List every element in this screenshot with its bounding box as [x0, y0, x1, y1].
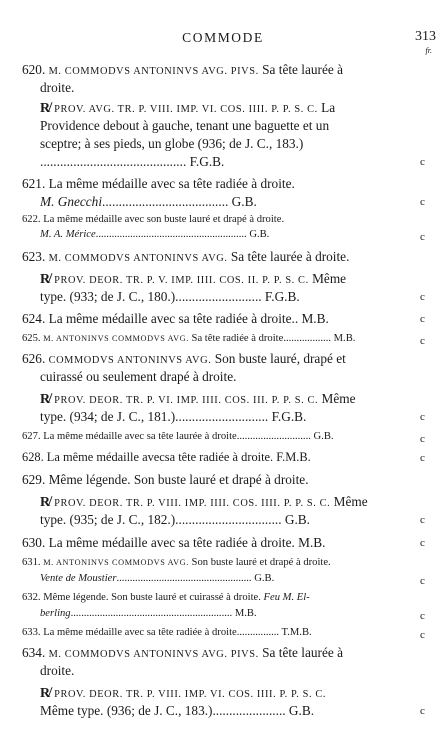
rarity-mark: c: [420, 537, 425, 549]
entry-line: [22, 214, 284, 225]
entry-line: [40, 154, 224, 170]
page-number: 313: [415, 29, 436, 44]
entry-line: [22, 472, 309, 488]
legend-text: PROV. DEOR. TR. P. VI. IMP. IIII. COS. III. P. P. S. C.: [54, 395, 319, 406]
provenance-text: M. Gnecchi: [40, 194, 103, 209]
entry-line: [40, 573, 274, 584]
entry-line: [40, 663, 74, 679]
legend-text: PROV. DEOR. TR. P. VIII. IMP. VI. COS. IIII. P. P. S. C.: [54, 689, 327, 700]
entry-text: type. (933; de J. C., 180.).......................... F.G.B.: [40, 289, 300, 304]
entry-line: [40, 608, 257, 619]
legend-text: M. COMMODVS ANTONINVS AVG.: [48, 253, 228, 264]
entry-text: ...................................... G.B.: [102, 194, 257, 209]
entry-text: 624. La même médaille avec sa tête radiée à droite.. M.B.: [22, 311, 329, 326]
entry-text: droite.: [40, 663, 75, 678]
entry-text: Sa tête radiée à droite.................. M.B.: [188, 333, 356, 344]
entry-line: [22, 557, 331, 568]
rarity-mark: c: [420, 610, 425, 622]
entry-line: [22, 645, 343, 661]
entry-line: [40, 136, 303, 152]
entry-line: [40, 271, 346, 288]
provenance-text: Vente de Moustier: [40, 573, 117, 584]
legend-text: COMMODVS ANTONINVS AVG.: [48, 355, 212, 366]
entry-text: 626.: [22, 351, 49, 366]
running-head: COMMODE: [182, 30, 264, 45]
entry-line: [40, 80, 74, 96]
legend-text: M. ANTONINVS COMMODVS AVG.: [43, 558, 189, 567]
entry-text: Même: [308, 271, 347, 286]
entry-line: [22, 311, 329, 327]
entry-text: sceptre; à ses pieds, un globe (936; de J. C., 183.): [40, 136, 304, 151]
entry-line: [40, 512, 310, 528]
entry-text: 631.: [22, 557, 44, 568]
reverse-symbol: R̸: [40, 272, 51, 287]
entry-line: [40, 289, 300, 305]
entry-line: [40, 229, 269, 240]
legend-text: M. ANTONINVS COMMODVS AVG.: [43, 334, 189, 343]
rarity-mark: c: [420, 196, 425, 208]
rarity-mark: c: [420, 629, 425, 641]
entry-line: [40, 100, 335, 117]
entry-text: type. (935; de J. C., 182.)................................ G.B.: [40, 512, 310, 527]
entry-text: 628. La même médaille avecsa tête radiée à droite. F.M.B.: [22, 450, 311, 464]
entry-text: type. (934; de J. C., 181.)............................ F.G.B.: [40, 409, 307, 424]
rarity-mark: c: [420, 705, 425, 717]
entry-line: [40, 685, 326, 702]
entry-line: [40, 391, 356, 408]
entry-text: 634.: [22, 645, 49, 660]
entry-line: [40, 409, 306, 425]
entry-line: [22, 333, 355, 344]
provenance-text: Feu M. El-: [263, 592, 310, 603]
rarity-mark: c: [420, 291, 425, 303]
entry-text: ............................................ F.G.B.: [40, 154, 225, 169]
entry-line: [40, 194, 257, 210]
entry-text: cuirassé ou seulement drapé à droite.: [40, 369, 237, 384]
reverse-symbol: R̸: [40, 495, 51, 510]
entry-line: [22, 627, 312, 638]
provenance-text: M. A. Mérice: [40, 229, 96, 240]
entry-text: 622. La même médaille avec son buste lauré et drapé à droite.: [22, 214, 285, 225]
rarity-mark: c: [420, 452, 425, 464]
entry-line: [40, 703, 314, 719]
entry-text: Son buste lauré et drapé à droite.: [188, 557, 331, 568]
legend-text: M. COMMODVS ANTONINVS AVG. PIVS.: [48, 66, 259, 77]
entry-line: [22, 431, 334, 442]
unit-label: fr.: [425, 46, 432, 55]
rarity-mark: c: [420, 433, 425, 445]
provenance-text: berling: [40, 608, 71, 619]
entry-line: [22, 592, 310, 603]
entry-line: [40, 369, 236, 385]
entry-text: 620.: [22, 62, 49, 77]
entry-line: [22, 249, 349, 265]
entry-text: Sa tête laurée à droite.: [227, 249, 350, 264]
entry-text: droite.: [40, 80, 75, 95]
entry-text: ............................................................. M.B.: [70, 608, 257, 619]
legend-text: PROV. DEOR. TR. P. V. IMP. IIII. COS. II. P. P. S. C.: [54, 275, 309, 286]
reverse-symbol: R̸: [40, 101, 51, 116]
entry-line: [22, 450, 311, 465]
entry-text: 632. Même légende. Son buste lauré et cuirassé à droite.: [22, 592, 264, 603]
entry-text: Providence debout à gauche, tenant une baguette et un: [40, 118, 330, 133]
rarity-mark: c: [420, 156, 425, 168]
entry-line: [22, 535, 326, 551]
entry-text: Sa tête laurée à: [258, 62, 343, 77]
entry-text: 623.: [22, 249, 49, 264]
entry-text: 621. La même médaille avec sa tête radiée à droite.: [22, 176, 295, 191]
entry-text: La: [317, 100, 336, 115]
legend-text: PROV. DEOR. TR. P. VIII. IMP. IIII. COS. IIII. P. P. S. C.: [54, 498, 331, 509]
entry-text: Même: [318, 391, 356, 406]
rarity-mark: c: [420, 411, 425, 423]
rarity-mark: c: [420, 335, 425, 347]
entry-text: ................................................... G.B.: [116, 573, 275, 584]
legend-text: PROV. AVG. TR. P. VIII. IMP. VI. COS. IIII. P. P. S. C.: [54, 104, 318, 115]
entry-text: Sa tête laurée à: [258, 645, 343, 660]
entry-line: [40, 118, 329, 134]
entry-line: [40, 494, 368, 511]
entry-line: [22, 62, 343, 78]
entry-line: [22, 351, 346, 367]
entry-text: 627. La même médaille avec sa tête laurée à droite............................ G.B.: [22, 431, 334, 442]
reverse-symbol: R̸: [40, 686, 51, 701]
reverse-symbol: R̸: [40, 392, 51, 407]
rarity-mark: c: [420, 231, 425, 243]
entry-text: ......................................................... G.B.: [95, 229, 270, 240]
rarity-mark: c: [420, 514, 425, 526]
entry-text: Même type. (936; de J. C., 183.)...................... G.B.: [40, 703, 315, 718]
entry-text: 633. La même médaille avec sa tête radiée à droite................ T.M.B.: [22, 627, 312, 638]
entry-text: Même: [330, 494, 368, 509]
rarity-mark: c: [420, 575, 425, 587]
legend-text: M. COMMODVS ANTONINVS AVG. PIVS.: [48, 649, 259, 660]
entry-text: 629. Même légende. Son buste lauré et drapé à droite.: [22, 472, 309, 487]
entry-text: 625.: [22, 333, 44, 344]
entry-text: Son buste lauré, drapé et: [211, 351, 346, 366]
rarity-mark: c: [420, 313, 425, 325]
entry-text: 630. La même médaille avec sa tête radiée à droite. M.B.: [22, 535, 326, 550]
entry-line: [22, 176, 295, 192]
